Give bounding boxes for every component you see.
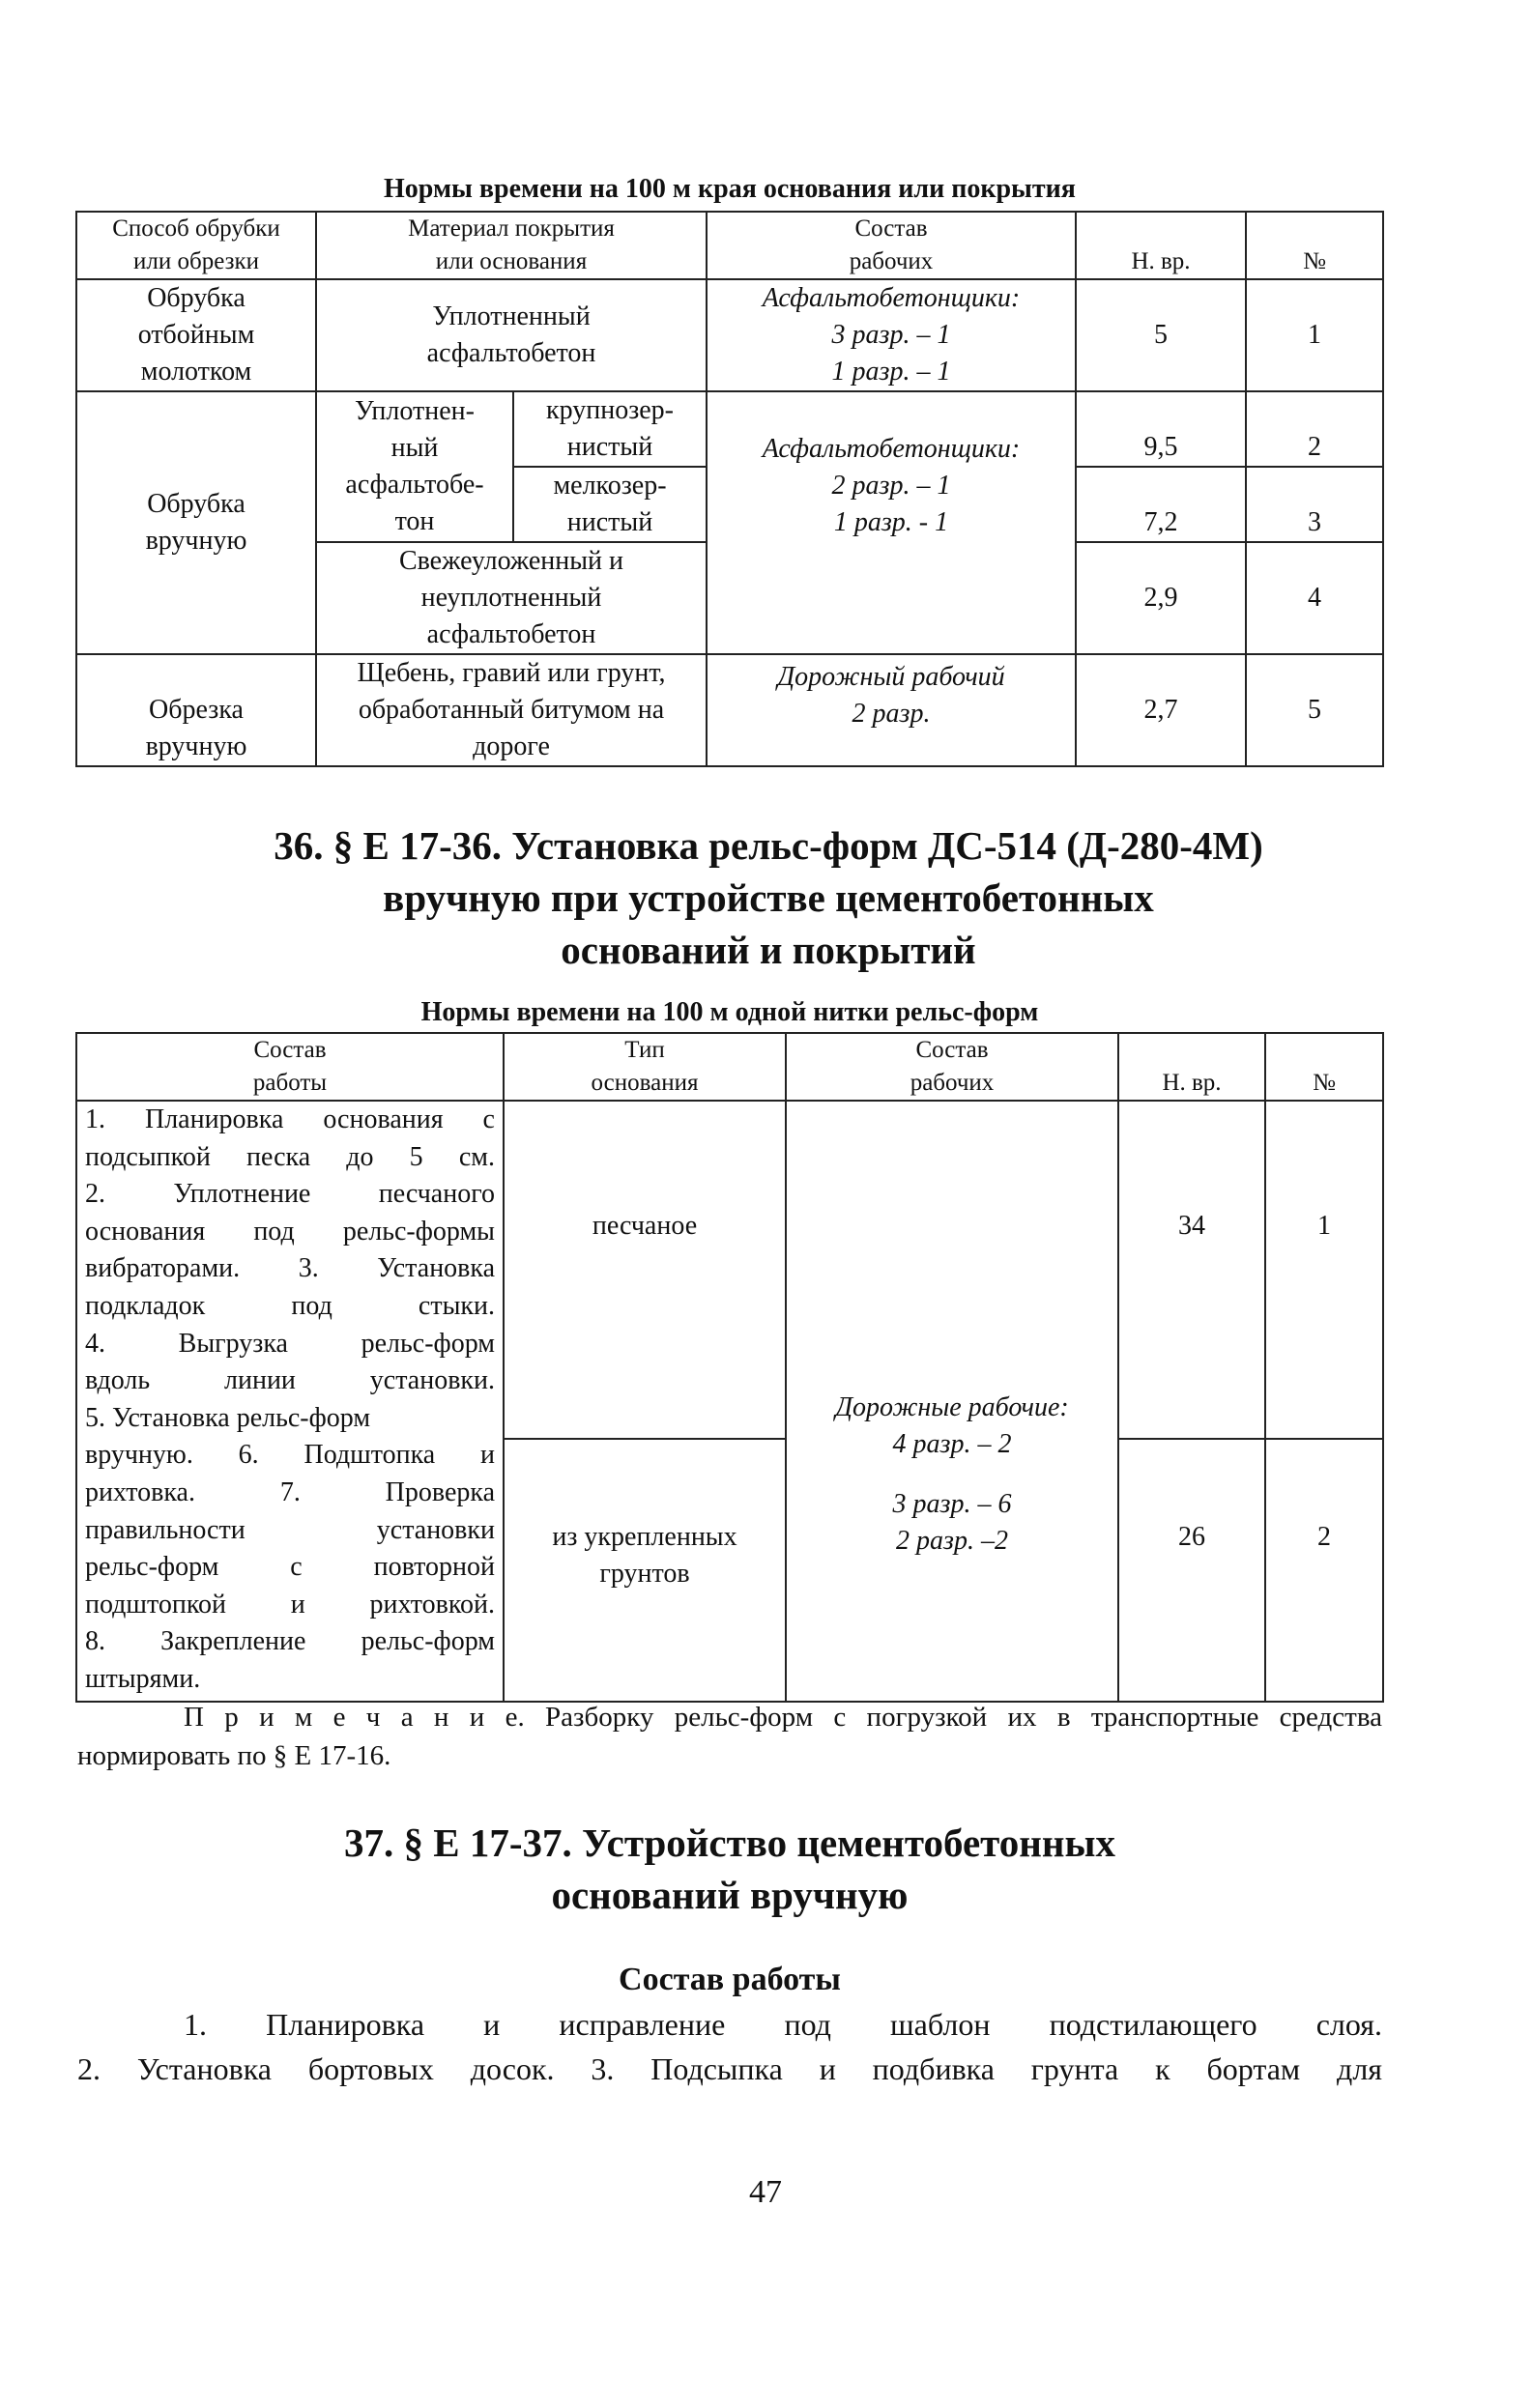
cell-norm: 5 xyxy=(1076,279,1246,391)
table-row xyxy=(76,391,1383,467)
header-material: Материал покрытия или основания xyxy=(316,212,707,279)
cell-norm: 34 xyxy=(1118,1101,1265,1439)
cell-base: песчаное xyxy=(504,1101,786,1439)
table1-caption: Нормы времени на 100 м края основания или покрытия xyxy=(384,174,1076,204)
cell-method: Обрубка отбойным молотком xyxy=(76,279,316,391)
cell-crew: Асфальтобетонщики: 2 разр. – 1 1 разр. - 1 xyxy=(707,391,1076,654)
cell-material: Щебень, гравий или грунт, обработанный битумом на дороге xyxy=(316,654,707,766)
table2-caption: Нормы времени на 100 м одной нитки рельс-форм xyxy=(420,997,1039,1027)
body-line-2: 2. Установка бортовых досок. 3. Подсыпка и подбивка грунта к бортам для xyxy=(77,2051,1382,2086)
cell-num: 2 xyxy=(1246,391,1383,467)
cell-num: 2 xyxy=(1265,1439,1383,1702)
cell-base: из укрепленных грунтов xyxy=(504,1439,786,1702)
cell-crew: Дорожный рабочий 2 разр. xyxy=(707,654,1076,766)
cell-norm: 2,9 xyxy=(1076,542,1246,654)
cell-material-main: Уплотнен- ный асфальтобе- тон xyxy=(316,391,513,542)
cell-method: Обрубка вручную xyxy=(76,391,316,654)
header-work: Состав работы xyxy=(76,1033,504,1101)
table-row xyxy=(76,1101,1383,1439)
header-crew: Состав рабочих xyxy=(707,212,1076,279)
cell-num: 5 xyxy=(1246,654,1383,766)
header-base: Тип основания xyxy=(504,1033,786,1101)
cell-work: 1. Планировка основания с подсыпкой песка до 5 см. 2. Уплотнение песчаного основания под рельс-формы вибраторами. 3. Установка подкладок под стыки. 4. Выгрузка рельс-форм вдоль линии установки. 5. Установка рельс-форм вручную. 6. Подштопка и рихтовка. 7. Проверка правильности установки рельс-форм с повторной подштопкой и рихтовкой. 8. Закрепление рельс-форм штырями. xyxy=(76,1101,504,1702)
note-text-2: нормировать по § Е 17-16. xyxy=(77,1740,391,1771)
cell-num: 1 xyxy=(1246,279,1383,391)
cell-method: Обрезка вручную xyxy=(76,654,316,766)
header-norm: Н. вр. xyxy=(1076,212,1246,279)
header-norm: Н. вр. xyxy=(1118,1033,1265,1101)
note-text: Разборку рельс-форм с погрузкой их в транспортные средства xyxy=(545,1702,1382,1733)
cell-crew: Дорожные рабочие: 4 разр. – 2 3 разр. – 6 2 разр. –2 xyxy=(786,1101,1118,1702)
cell-norm: 26 xyxy=(1118,1439,1265,1702)
cell-norm: 2,7 xyxy=(1076,654,1246,766)
cell-material-sub: мелкозер- нистый xyxy=(513,467,707,542)
cell-num: 4 xyxy=(1246,542,1383,654)
note xyxy=(77,1698,1382,1775)
page-number: 47 xyxy=(749,2174,782,2210)
section-37-body xyxy=(77,2002,1382,2091)
cell-num: 1 xyxy=(1265,1101,1383,1439)
section-36-heading: 36. § Е 17-36. Установка рельс-форм ДС-514 (Д-280-4М) вручную при устройстве цементобетонных оснований и покрытий xyxy=(274,823,1263,972)
time-norms-table-2 xyxy=(75,1032,1384,1703)
time-norms-table-1 xyxy=(75,211,1384,767)
cell-material: Уплотненный асфальтобетон xyxy=(316,279,707,391)
header-method: Способ обрубки или обрезки xyxy=(76,212,316,279)
cell-norm: 7,2 xyxy=(1076,467,1246,542)
table-row xyxy=(76,279,1383,391)
table-row xyxy=(76,654,1383,766)
section-37-subheading: Состав работы xyxy=(619,1962,841,1997)
header-num: № xyxy=(1265,1033,1383,1101)
note-label: П р и м е ч а н и е. xyxy=(184,1702,525,1733)
cell-material-sub: крупнозер- нистый xyxy=(513,391,707,467)
cell-crew: Асфальтобетонщики: 3 разр. – 1 1 разр. – 1 xyxy=(707,279,1076,391)
header-crew: Состав рабочих xyxy=(786,1033,1118,1101)
cell-material: Свежеуложенный и неуплотненный асфальтобетон xyxy=(316,542,707,654)
cell-num: 3 xyxy=(1246,467,1383,542)
body-line-1: 1. Планировка и исправление под шаблон подстилающего слоя. xyxy=(184,2007,1382,2042)
section-37-heading: 37. § Е 17-37. Устройство цементобетонных оснований вручную xyxy=(343,1820,1116,1917)
cell-norm: 9,5 xyxy=(1076,391,1246,467)
header-num: № xyxy=(1246,212,1383,279)
